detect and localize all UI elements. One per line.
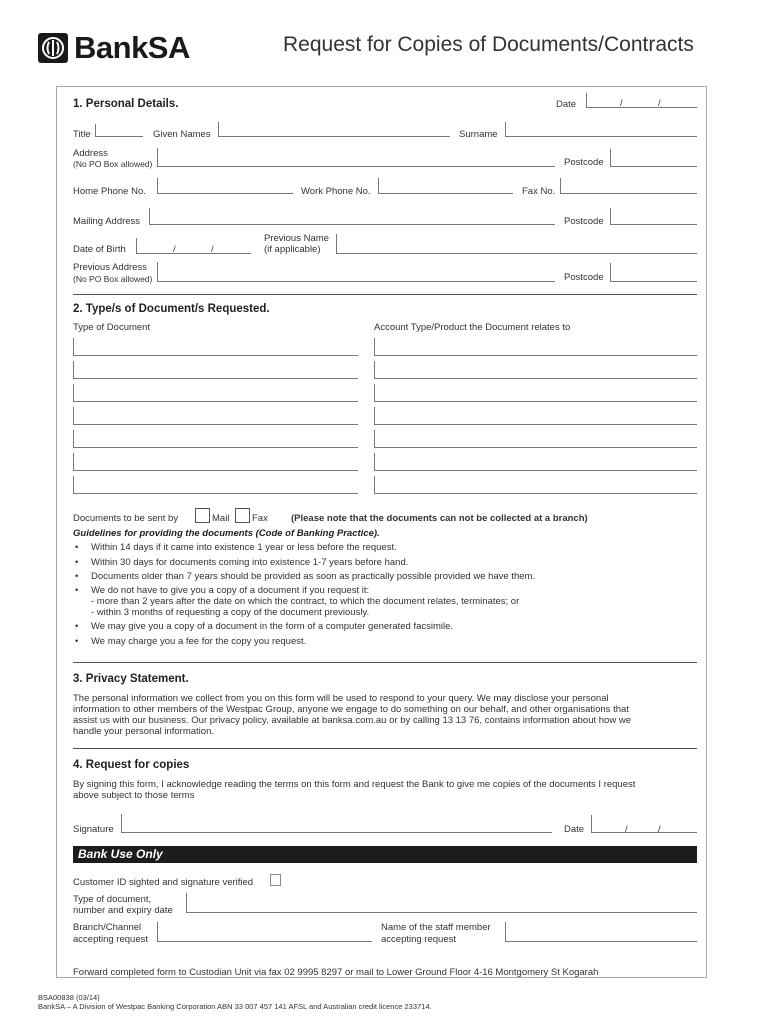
customer-id-label: Customer ID sighted and signature verified <box>73 877 254 888</box>
home-phone-field[interactable] <box>157 193 293 194</box>
legal-footer: BankSA – A Division of Westpac Banking Corporation ABN 33 007 457 141 AFSL and Australian credit licence 233714. <box>38 1002 432 1011</box>
document-type-field[interactable] <box>73 476 358 494</box>
signature-date-label: Date <box>564 824 585 835</box>
date-slash: / <box>625 824 628 835</box>
type-of-document-label: Type of Document <box>73 322 151 333</box>
signature-date-field[interactable] <box>591 832 697 833</box>
document-type-field[interactable] <box>73 453 358 471</box>
signature-label: Signature <box>73 824 114 835</box>
bullet: • <box>75 571 79 582</box>
mailing-postcode-field[interactable] <box>610 224 697 225</box>
date-field[interactable] <box>586 107 697 108</box>
document-type-field[interactable] <box>73 338 358 356</box>
branch-label: accepting request <box>73 934 148 945</box>
account-type-field[interactable] <box>374 407 697 425</box>
mailing-address-label: Mailing Address <box>73 216 141 227</box>
fax-no-field-tick <box>560 178 561 193</box>
title-field-tick <box>95 124 96 136</box>
work-phone-label: Work Phone No. <box>301 186 371 197</box>
previous-name-field[interactable] <box>336 253 697 254</box>
document-type-field[interactable] <box>73 407 358 425</box>
section-divider <box>73 294 697 295</box>
account-type-label: Account Type/Product the Document relates to <box>374 322 571 333</box>
guideline-item: Within 14 days if it came into existence 1 year or less before the request. <box>91 542 397 553</box>
bullet: • <box>75 636 79 647</box>
date-field-tick <box>586 93 587 107</box>
bullet: • <box>75 621 79 632</box>
type-doc-field[interactable] <box>186 912 697 913</box>
postcode-label: Postcode <box>564 272 604 283</box>
mailing-address-field-tick <box>149 208 150 224</box>
mailing-address-field[interactable] <box>149 224 555 225</box>
account-type-field[interactable] <box>374 384 697 402</box>
address-label: Address <box>73 148 108 159</box>
date-label: Date <box>556 99 577 110</box>
guidelines-heading: Guidelines for providing the documents (Code of Banking Practice). <box>73 528 380 539</box>
date-slash: / <box>658 824 661 835</box>
previous-address-field-tick <box>157 262 158 281</box>
privacy-text-line: information to other members of the Westpac Group, anyone we engage to do something on our behalf, and other organisations that <box>73 704 629 715</box>
guideline-item: Within 30 days for documents coming into existence 1-7 years before hand. <box>91 557 409 568</box>
document-type-field[interactable] <box>73 430 358 448</box>
date-of-birth-label: Date of Birth <box>73 244 126 255</box>
guideline-item: Documents older than 7 years should be provided as soon as practically possible provided we have them. <box>91 571 536 582</box>
surname-label: Surname <box>459 129 498 140</box>
account-type-field[interactable] <box>374 430 697 448</box>
mail-label: Mail <box>212 513 230 524</box>
section-personal-details-heading: 1. Personal Details. <box>73 98 179 110</box>
given-names-label: Given Names <box>153 129 211 140</box>
dob-slash: / <box>211 244 214 255</box>
branch-label: Branch/Channel <box>73 922 142 933</box>
section-divider <box>73 748 697 749</box>
signature-field-tick <box>121 814 122 832</box>
home-phone-field-tick <box>157 178 158 193</box>
fax-checkbox[interactable] <box>235 508 250 523</box>
branch-field-tick <box>157 922 158 941</box>
given-names-field[interactable] <box>218 136 450 137</box>
no-po-box-note: (No PO Box allowed) <box>73 159 153 169</box>
staff-name-field[interactable] <box>505 941 697 942</box>
branch-field[interactable] <box>157 941 372 942</box>
document-type-field[interactable] <box>73 384 358 402</box>
request-text-line: By signing this form, I acknowledge reading the terms on this form and request the Bank to give me copies of the documents I request <box>73 779 636 790</box>
previous-postcode-field[interactable] <box>610 281 697 282</box>
bank-use-only-heading: Bank Use Only <box>78 847 163 861</box>
type-doc-label: Type of document, <box>73 894 152 905</box>
page-title: Request for Copies of Documents/Contracts <box>283 33 694 56</box>
postcode-label: Postcode <box>564 157 604 168</box>
fax-no-label: Fax No. <box>522 186 556 197</box>
address-field-tick <box>157 148 158 166</box>
request-text-line: above subject to those terms <box>73 790 195 801</box>
forward-instructions: Forward completed form to Custodian Unit via fax 02 9995 8297 or mail to Lower Ground Floor 4-16 Montgomery St Kogarah <box>73 967 599 978</box>
date-slash: / <box>658 98 661 109</box>
work-phone-field-tick <box>378 178 379 193</box>
date-of-birth-field-tick <box>136 238 137 253</box>
no-po-box-note: (No PO Box allowed) <box>73 274 153 284</box>
section-divider <box>73 662 697 663</box>
section-request-heading: 4. Request for copies <box>73 759 190 771</box>
address-field[interactable] <box>157 166 555 167</box>
title-label: Title <box>73 129 91 140</box>
previous-address-field[interactable] <box>157 281 555 282</box>
signature-field[interactable] <box>121 832 552 833</box>
bank-use-only-banner <box>73 846 697 863</box>
previous-address-label: Previous Address <box>73 262 147 273</box>
surname-field-tick <box>505 122 506 136</box>
customer-id-checkbox[interactable] <box>270 874 281 886</box>
account-type-field[interactable] <box>374 476 697 494</box>
signature-date-field-tick <box>591 815 592 832</box>
section-document-types-heading: 2. Type/s of Document/s Requested. <box>73 303 270 315</box>
type-doc-field-tick <box>186 893 187 912</box>
document-type-field[interactable] <box>73 361 358 379</box>
title-field[interactable] <box>95 136 143 137</box>
fax-label: Fax <box>252 513 268 524</box>
previous-name-field-tick <box>336 234 337 253</box>
previous-name-label: Previous Name <box>264 233 329 244</box>
fax-no-field[interactable] <box>560 193 697 194</box>
home-phone-label: Home Phone No. <box>73 186 146 197</box>
given-names-field-tick <box>218 122 219 136</box>
staff-name-label: Name of the staff member <box>381 922 491 933</box>
postcode-field-tick <box>610 149 611 166</box>
logo-text: BankSA <box>74 30 190 65</box>
staff-name-field-tick <box>505 922 506 941</box>
work-phone-field[interactable] <box>378 193 513 194</box>
privacy-text-line: handle your personal information. <box>73 726 215 737</box>
account-type-field[interactable] <box>374 338 697 356</box>
bullet: • <box>75 585 79 596</box>
bullet: • <box>75 542 79 553</box>
mailing-postcode-field-tick <box>610 208 611 224</box>
date-slash: / <box>620 98 623 109</box>
previous-postcode-field-tick <box>610 263 611 281</box>
banksa-logo-icon <box>38 33 68 63</box>
sent-by-label: Documents to be sent by <box>73 513 179 524</box>
account-type-field[interactable] <box>374 453 697 471</box>
staff-name-label: accepting request <box>381 934 456 945</box>
form-code: BSA00838 (03/14) <box>38 993 100 1002</box>
guideline-item: We do not have to give you a copy of a document if you request it: <box>91 585 370 596</box>
dob-slash: / <box>173 244 176 255</box>
guideline-sub-item: - more than 2 years after the date on which the contract, to which the document relates, terminates; or <box>91 596 520 607</box>
mail-checkbox[interactable] <box>195 508 210 523</box>
collection-note: (Please note that the documents can not be collected at a branch) <box>291 513 588 524</box>
guideline-item: We may charge you a fee for the copy you request. <box>91 636 307 647</box>
guideline-item: We may give you a copy of a document in the form of a computer generated facsimile. <box>91 621 454 632</box>
postcode-label: Postcode <box>564 216 604 227</box>
type-doc-label: number and expiry date <box>73 905 173 916</box>
guideline-sub-item: - within 3 months of requesting a copy of the document previously. <box>91 607 370 618</box>
surname-field[interactable] <box>505 136 697 137</box>
account-type-field[interactable] <box>374 361 697 379</box>
privacy-text-line: The personal information we collect from you on this form will be used to respond to your query. We may disclose your personal <box>73 693 609 704</box>
if-applicable-note: (if applicable) <box>264 244 321 255</box>
section-privacy-heading: 3. Privacy Statement. <box>73 673 189 685</box>
postcode-field[interactable] <box>610 166 697 167</box>
date-of-birth-field[interactable] <box>136 253 251 254</box>
bullet: • <box>75 557 79 568</box>
privacy-text-line: assist us with our business. Our privacy policy, available at banksa.com.au or by calling 13 13 76, contains information about how we <box>73 715 631 726</box>
